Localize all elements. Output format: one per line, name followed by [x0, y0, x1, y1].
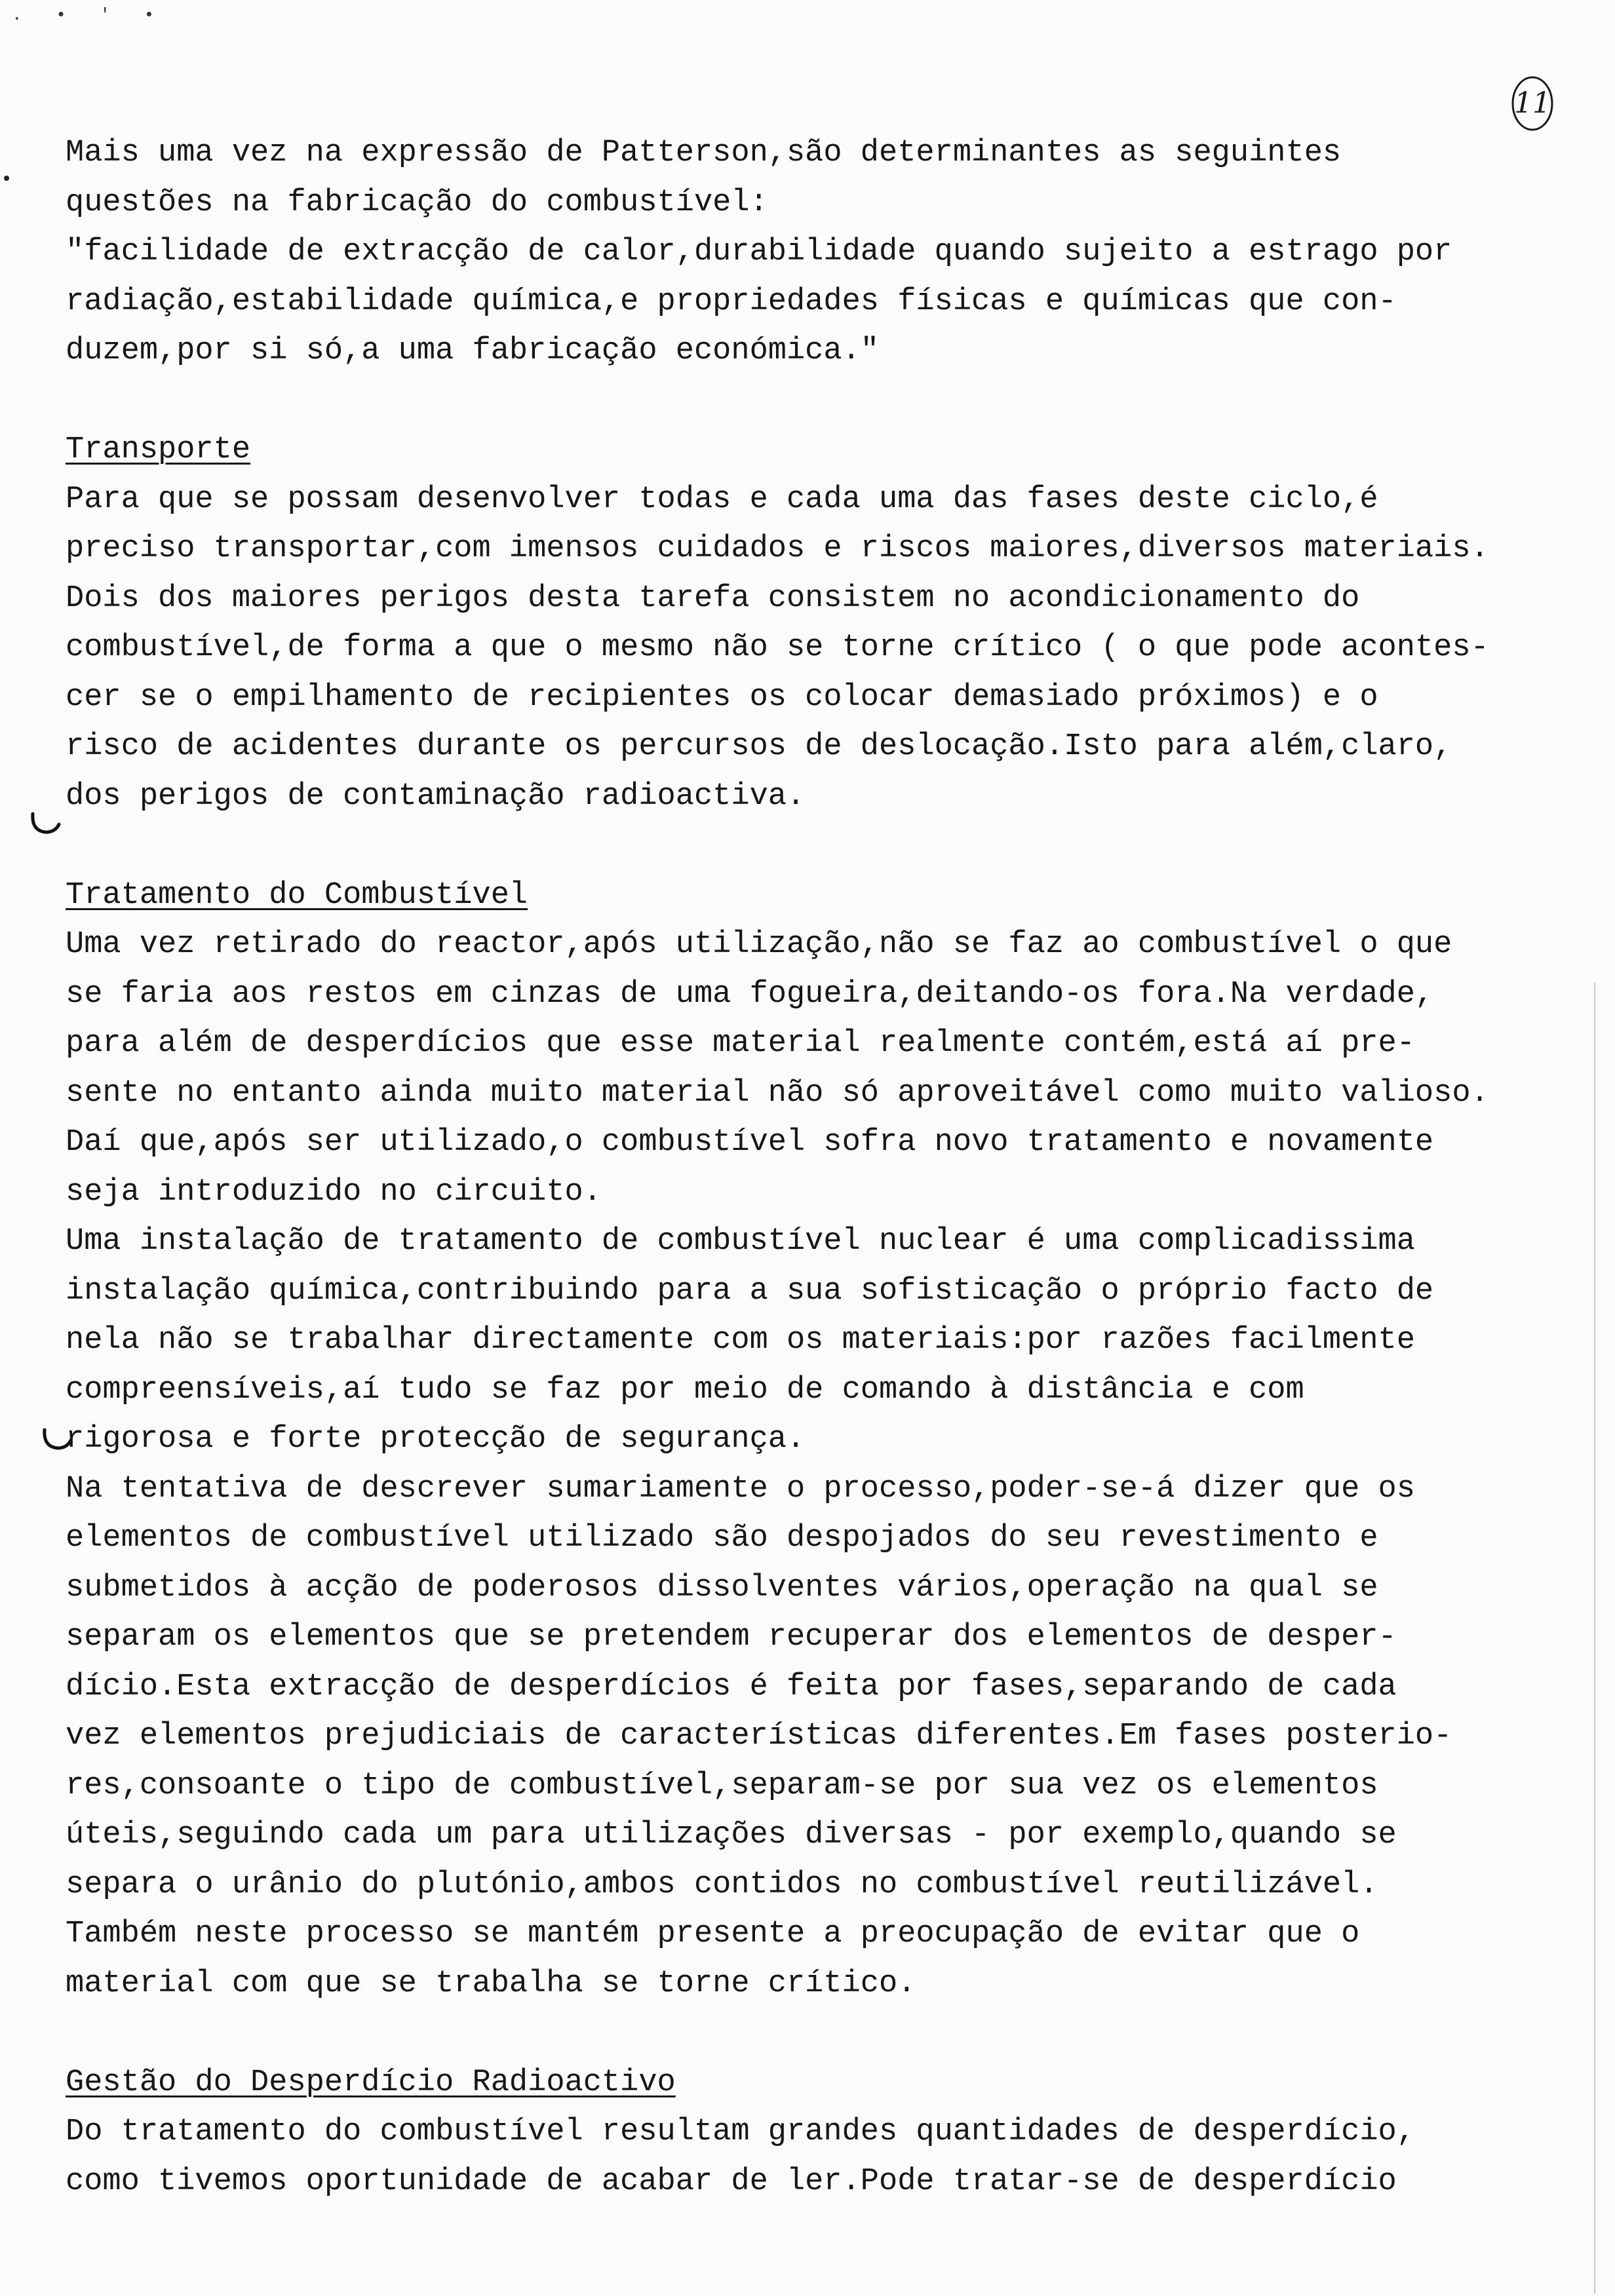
- text-line: úteis,seguindo cada um para utilizações diversas - por exemplo,quando se: [66, 1818, 1397, 1852]
- text-line: preciso transportar,com imensos cuidados e riscos maiores,diversos materiais.: [66, 531, 1489, 566]
- section-heading: Gestão do Desperdício Radioactivo: [66, 2065, 676, 2100]
- page-number-text: 11: [1514, 86, 1551, 120]
- text-line: vez elementos prejudiciais de características diferentes.Em fases posterio-: [66, 1719, 1452, 1753]
- text-line: combustível,de forma a que o mesmo não se torne crítico ( o que pode acontes-: [66, 630, 1489, 665]
- text-line: dício.Esta extracção de desperdícios é feita por fases,separando de cada: [66, 1669, 1397, 1704]
- text-line: material com que se trabalha se torne crítico.: [66, 1966, 916, 2001]
- text-line: Para que se possam desenvolver todas e cada uma das fases deste ciclo,é: [66, 482, 1378, 517]
- text-line: sente no entanto ainda muito material não só aproveitável como muito valioso.: [66, 1075, 1489, 1111]
- margin-pencil-mark: [29, 811, 62, 837]
- text-line: se faria aos restos em cinzas de uma fogueira,deitando-os fora.Na verdade,: [66, 976, 1434, 1012]
- text-line: instalação química,contribuindo para a sua sofisticação o próprio facto de: [66, 1273, 1434, 1309]
- text-line: separa o urânio do plutónio,ambos contidos no combustível reutilizável.: [66, 1867, 1378, 1902]
- text-line: Do tratamento do combustível resultam grandes quantidades de desperdício,: [66, 2114, 1415, 2149]
- text-line: cer se o empilhamento de recipientes os colocar demasiado próximos) e o: [66, 679, 1378, 715]
- text-line: Uma instalação de tratamento de combustível nuclear é uma complicadissima: [66, 1224, 1415, 1259]
- scan-marks: . • ' •: [12, 5, 166, 25]
- text-line: dos perigos de contaminação radioactiva.: [66, 778, 806, 814]
- text-line: para além de desperdícios que esse material realmente contém,está aí pre-: [66, 1026, 1415, 1061]
- text-line: Uma vez retirado do reactor,após utilização,não se faz ao combustível o que: [66, 927, 1452, 962]
- text-line: radiação,estabilidade química,e propriedades físicas e químicas que con-: [66, 284, 1397, 319]
- text-line: res,consoante o tipo de combustível,separam-se por sua vez os elementos: [66, 1768, 1378, 1803]
- text-line: elementos de combustível utilizado são despojados do seu revestimento e: [66, 1521, 1378, 1556]
- text-line: seja introduzido no circuito.: [66, 1174, 602, 1210]
- typewritten-text: [66, 128, 1547, 2206]
- text-line: Mais uma vez na expressão de Patterson,são determinantes as seguintes: [66, 136, 1342, 170]
- text-line: "facilidade de extracção de calor,durabilidade quando sujeito a estrago por: [66, 235, 1452, 269]
- text-line: Dois dos maiores perigos desta tarefa consistem no acondicionamento do: [66, 581, 1360, 616]
- text-line: Também neste processo se mantém presente a preocupação de evitar que o: [66, 1917, 1360, 1951]
- text-line: como tivemos oportunidade de acabar de ler.Pode tratar-se de desperdício: [66, 2164, 1397, 2199]
- text-line: questões na fabricação do combustível:: [66, 185, 768, 220]
- text-line: duzem,por si só,a uma fabricação económica.": [66, 334, 880, 368]
- section-transporte: [66, 425, 1547, 821]
- text-line: submetidos à acção de poderosos dissolventes vários,operação na qual se: [66, 1570, 1378, 1605]
- intro-paragraph: [66, 128, 1547, 376]
- scan-speck: [4, 176, 9, 181]
- section-gestao: [66, 2058, 1547, 2207]
- scan-margin-line: [1594, 983, 1595, 2293]
- section-heading: Tratamento do Combustível: [66, 877, 528, 913]
- section-heading: Transporte: [66, 432, 251, 467]
- text-line: separam os elementos que se pretendem recuperar dos elementos de desper-: [66, 1620, 1397, 1655]
- text-line: risco de acidentes durante os percursos de deslocação.Isto para além,claro,: [66, 729, 1452, 764]
- text-line: compreensíveis,aí tudo se faz por meio de comando à distância e com: [66, 1372, 1304, 1407]
- text-line: Daí que,após ser utilizado,o combustível sofra novo tratamento e novamente: [66, 1125, 1434, 1160]
- text-line: rigorosa e forte protecção de segurança.: [66, 1422, 806, 1457]
- section-tratamento: [66, 871, 1547, 2009]
- page-number: [1508, 73, 1557, 134]
- text-line: nela não se trabalhar directamente com os materiais:por razões facilmente: [66, 1323, 1415, 1358]
- text-line: Na tentativa de descrever sumariamente o processo,poder-se-á dizer que os: [66, 1471, 1415, 1506]
